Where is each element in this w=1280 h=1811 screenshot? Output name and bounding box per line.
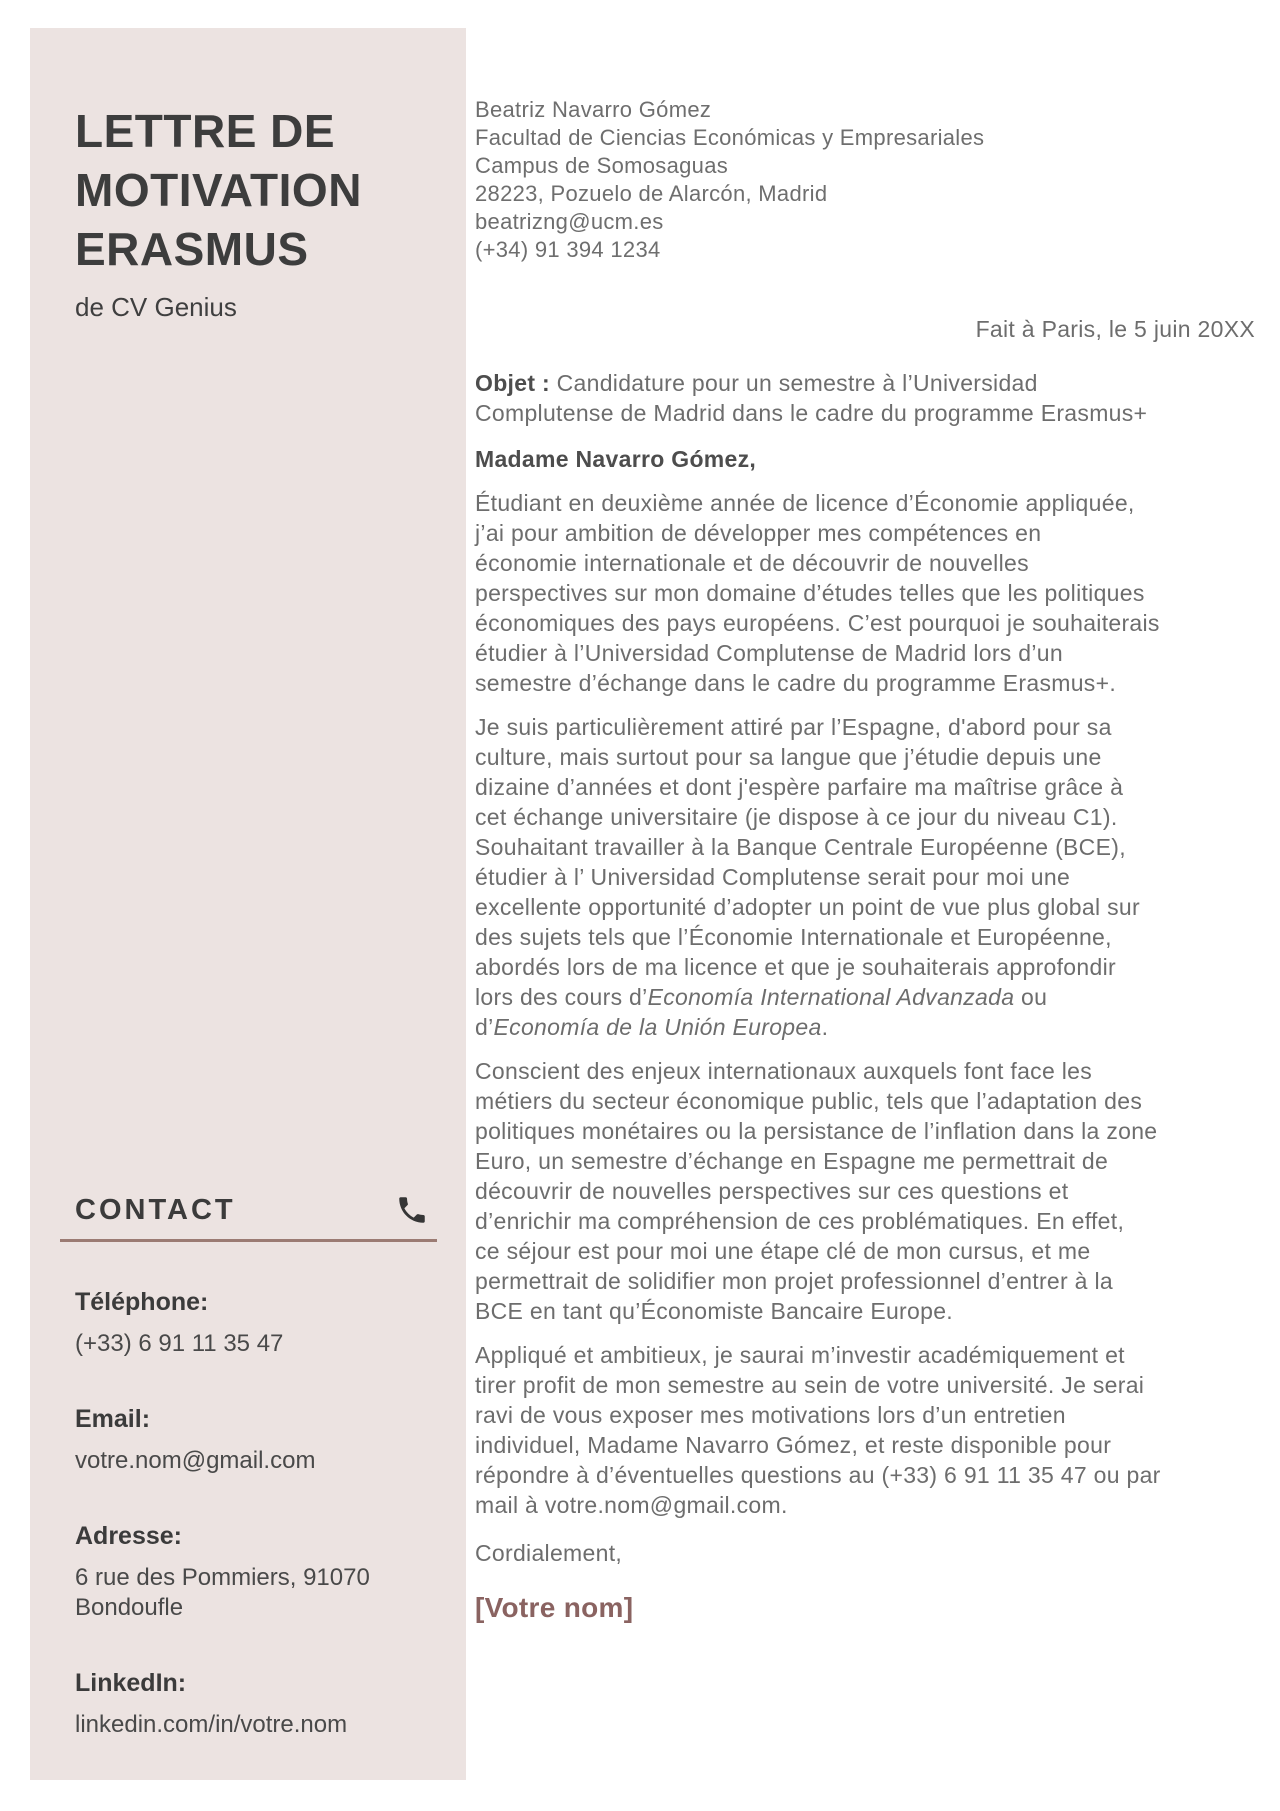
date-line: Fait à Paris, le 5 juin 20XX (975, 316, 1255, 342)
recipient-name: Beatriz Navarro Gómez (475, 97, 712, 122)
recipient-campus: Campus de Somosaguas (475, 153, 729, 178)
title-line-3: ERASMUS (75, 223, 309, 275)
contact-value: linkedin.com/in/votre.nom (75, 1711, 348, 1738)
contact-item-linkedin (60, 1669, 437, 1740)
contact-value: votre.nom@gmail.com (75, 1447, 316, 1474)
title-line-2: MOTIVATION (75, 164, 362, 216)
title-line-1: LETTRE DE (75, 105, 336, 157)
page-title (75, 102, 436, 279)
contact-label: Email: (75, 1405, 151, 1433)
contact-value: 6 rue des Pommiers, 91070 Bondoufle (75, 1564, 370, 1621)
paragraph-1: Étudiant en deuxième année de licence d’Économie appliquée, j’ai pour ambition de développer mes compétences en économie internationale et de découvrir de nouvelles perspectives sur mon domaine d’études telles que les politiques économiques des pays européens. C’est pourquoi je souhaiterais étudier à l’Universidad Complutense de Madrid lors d’un semestre d’échange dans le cadre du programme Erasmus+. (475, 490, 1160, 696)
contact-item-email (60, 1405, 437, 1476)
salutation: Madame Navarro Gómez, (475, 446, 757, 472)
contact-value: (+33) 6 91 11 35 47 (75, 1330, 284, 1357)
paragraph-2: Je suis particulièrement attiré par l’Espagne, d'abord pour sa culture, mais surtout pour sa langue que j’étudie depuis une dizaine d’années et dont j'espère parfaire ma maîtrise grâce à cet échange universitaire (je dispose à ce jour du niveau C1). Souhaitant travailler à la Banque Centrale Européenne (BCE), étudier à l’ Universidad Complutense serait pour moi une excellente opportunité d’adopter un point de vue plus global sur des sujets tels que l’Économie Internationale et Européenne, abordés lors de ma licence et que je souhaiterais approfondir lors des cours d’Economía International Advanzada ou d’Economía de la Unión Europea. (475, 714, 1140, 1040)
contact-section (60, 1193, 437, 1786)
contact-item-address (60, 1522, 437, 1623)
contact-label: LinkedIn: (75, 1669, 187, 1697)
sidebar (30, 28, 466, 1780)
subject-line: Objet : Candidature pour un semestre à l’Universidad Complutense de Madrid dans le cadre du programme Erasmus+ (475, 370, 1148, 426)
letter-body (475, 96, 1255, 1624)
contact-header-row (60, 1193, 437, 1227)
paragraph-3: Conscient des enjeux internationaux auxquels font face les métiers du secteur économique public, tels que l’adaptation des politiques monétaires ou la persistance de l’inflation dans la zone Euro, un semestre d’échange en Espagne me permettrait de découvrir de nouvelles perspectives sur ces questions et d’enrichir ma compréhension de ces problématiques. En effet, ce séjour est pour moi une étape clé de mon cursus, et me permettrait de solidifier mon projet professionnel d’entrer à la BCE en tant qu’Économiste Bancaire Europe. (475, 1058, 1158, 1324)
phone-icon (395, 1193, 429, 1227)
contact-divider (60, 1239, 437, 1242)
brand-subtitle: de CV Genius (75, 292, 237, 322)
contact-item-telephone (60, 1288, 437, 1359)
recipient-email: beatrizng@ucm.es (475, 209, 664, 234)
contact-label: Téléphone: (75, 1288, 209, 1316)
contact-label: Adresse: (75, 1522, 182, 1550)
paragraph-4: Appliqué et ambitieux, je saurai m’investir académiquement et tirer profit de mon semestre au sein de votre université. Je serai ravi de vous exposer mes motivations lors d’un entretien individuel, Madame Navarro Gómez, et reste disponible pour répondre à d’éventuelles questions au (+33) 6 91 11 35 47 ou par mail à votre.nom@gmail.com. (475, 1342, 1161, 1518)
recipient-address: 28223, Pozuelo de Alarcón, Madrid (475, 181, 828, 206)
recipient-block (475, 96, 1255, 264)
closing: Cordialement, (475, 1540, 623, 1566)
recipient-phone: (+34) 91 394 1234 (475, 237, 661, 262)
contact-heading: CONTACT (75, 1193, 236, 1226)
recipient-faculty: Facultad de Ciencias Económicas y Empresariales (475, 125, 985, 150)
signature-placeholder: [Votre nom] (475, 1592, 634, 1623)
